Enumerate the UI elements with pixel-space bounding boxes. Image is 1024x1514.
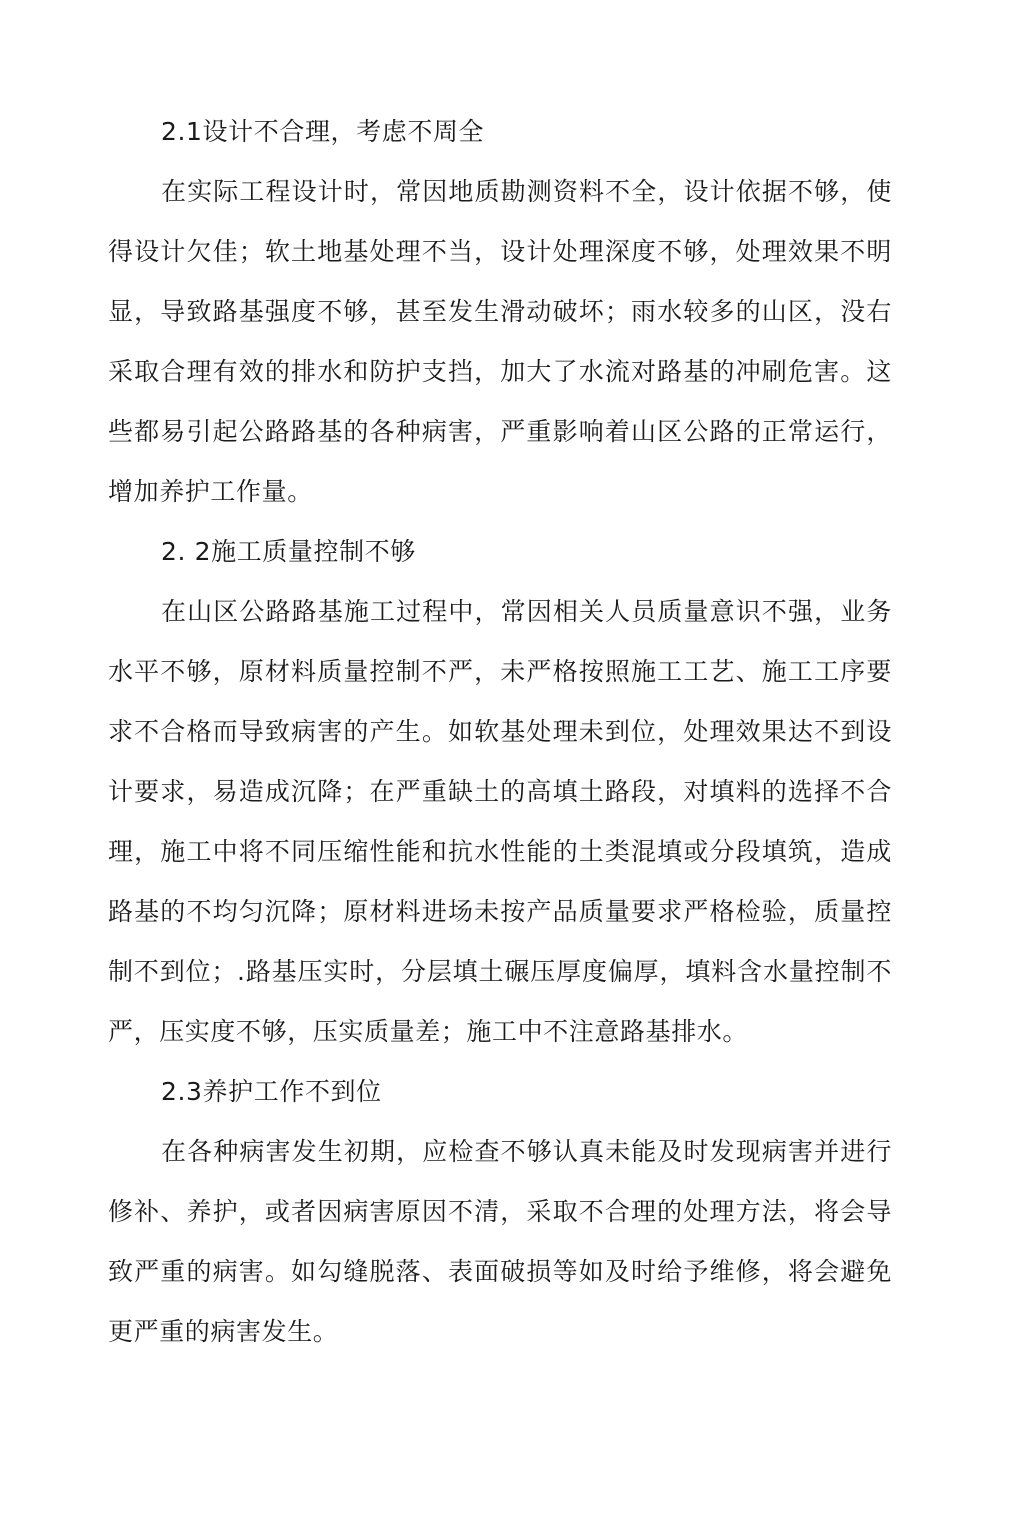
section-2-3 (108, 1062, 892, 1362)
section-paragraph: 在山区公路路基施工过程中，常因相关人员质量意识不强，业务水平不够，原材料质量控制不严，未严格按照施工工艺、施工工序要求不合格而导致病害的产生。如软基处理未到位，处理效果达不到设计要求，易造成沉降；在严重缺土的高填土路段，对填料的选择不合理，施工中将不同压缩性能和抗水性能的土类混填或分段填筑，造成路基的不均匀沉降；原材料进场未按产品质量要求严格检验，质量控制不到位；.路基压实时，分层填土碾压厚度偏厚，填料含水量控制不严，压实度不够，压实质量差；施工中不注意路基排水。 (108, 597, 892, 1046)
section-paragraph: 在实际工程设计时，常因地质勘测资料不全，设计依据不够，使得设计欠佳；软土地基处理不当，设计处理深度不够，处理效果不明显，导致路基强度不够，甚至发生滑动破坏；雨水较多的山区，没右采取合理有效的排水和防护支挡，加大了水流对路基的冲刷危害。这些都易引起公路路基的各种病害，严重影响着山区公路的正常运行，增加养护工作量。 (108, 177, 892, 506)
section-heading: 2. 2施工质量控制不够 (161, 537, 416, 566)
document-page (108, 102, 892, 1362)
section-paragraph: 在各种病害发生初期，应检查不够认真未能及时发现病害并进行修补、养护，或者因病害原因不清，采取不合理的处理方法，将会导致严重的病害。如勾缝脱落、表面破损等如及时给予维修，将会避免更严重的病害发生。 (108, 1137, 892, 1346)
section-2-2 (108, 522, 892, 1062)
section-2-1 (108, 102, 892, 522)
section-heading: 2.1设计不合理，考虑不周全 (161, 117, 485, 146)
section-heading: 2.3养护工作不到位 (161, 1077, 382, 1106)
